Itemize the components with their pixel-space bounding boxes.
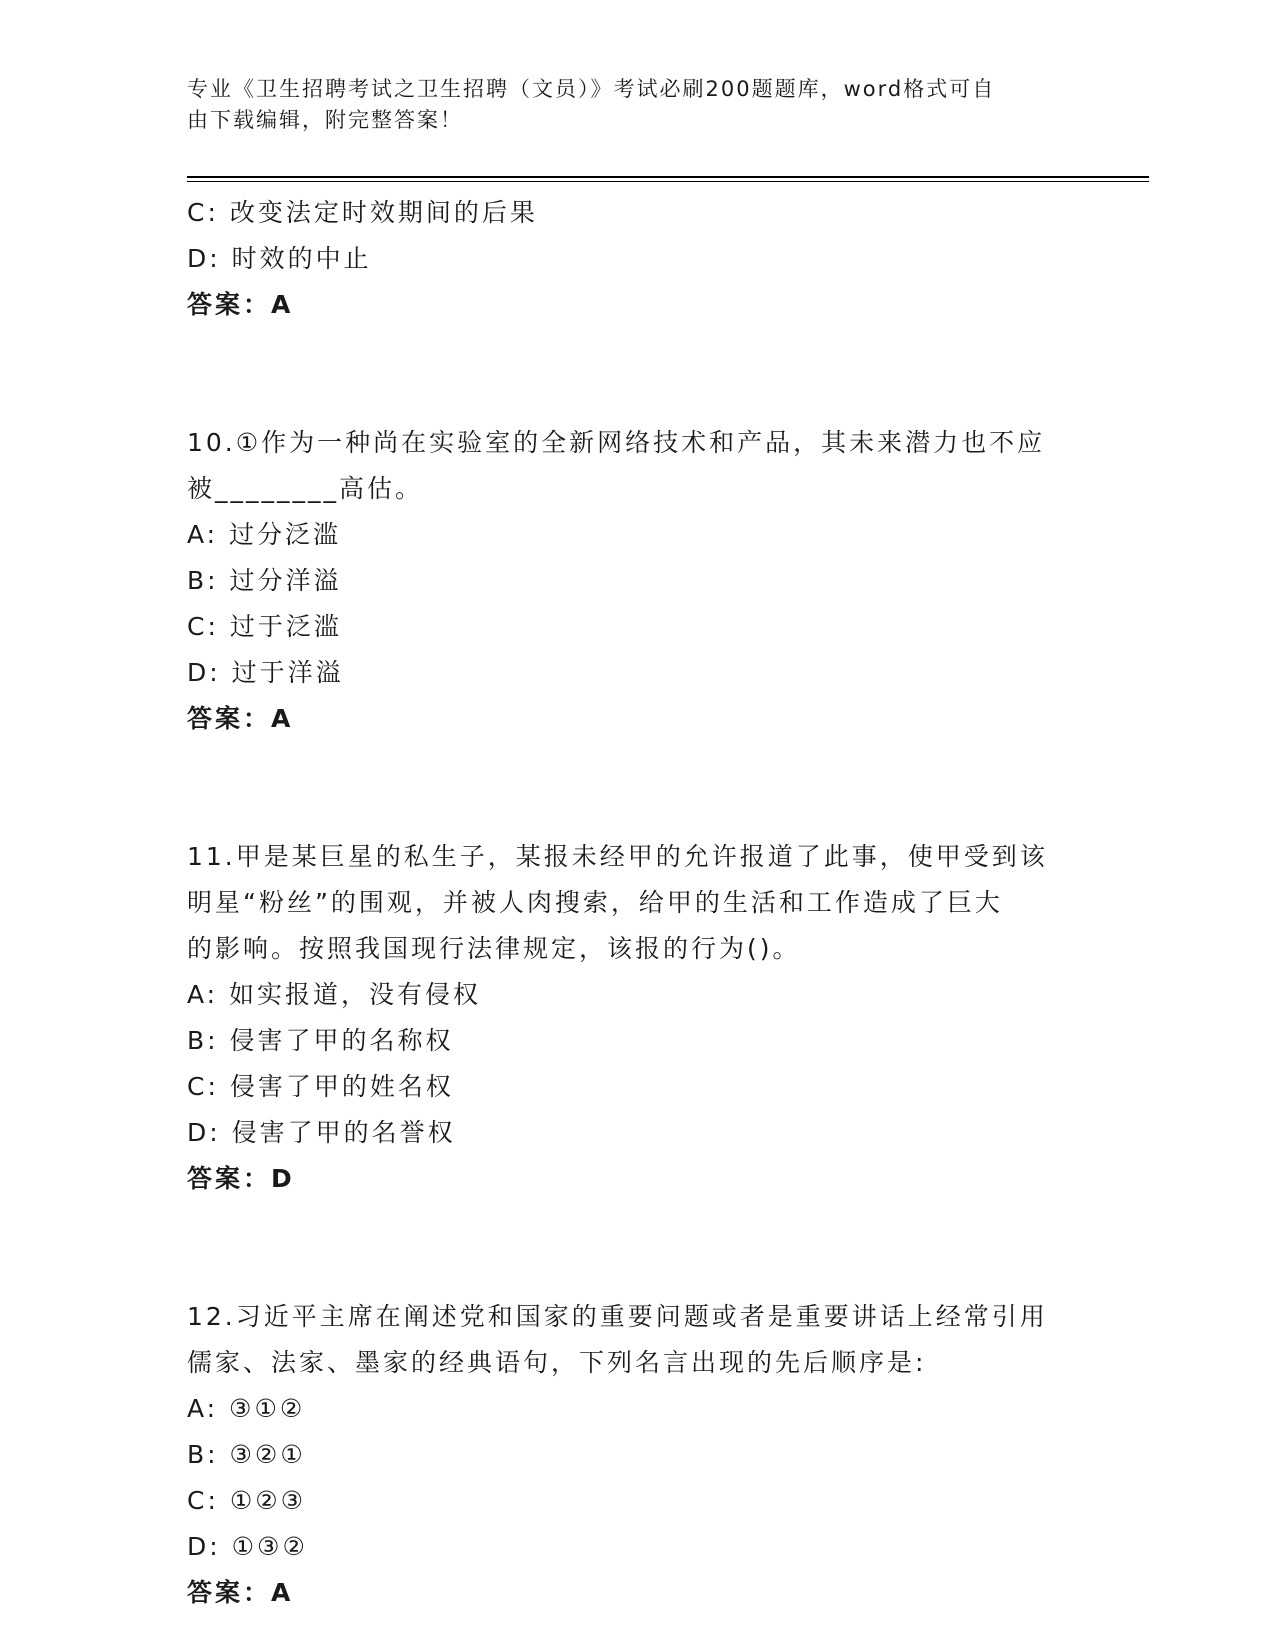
question-stem: 11.甲是某巨星的私生子，某报未经甲的允许报道了此事，使甲受到该	[187, 842, 1048, 871]
document-header	[187, 74, 1087, 136]
question-11	[187, 834, 1087, 1202]
answer: 答案：A	[187, 704, 294, 733]
option-a: A: ③①②	[187, 1394, 306, 1423]
option-c: C: 过于泛滥	[187, 612, 342, 641]
answer: 答案：A	[187, 290, 294, 319]
answer: 答案：A	[187, 1578, 294, 1607]
option-b: B: 侵害了甲的名称权	[187, 1026, 454, 1055]
question-12	[187, 1294, 1087, 1616]
header-rule-thin	[187, 181, 1149, 182]
header-rule-thick	[187, 176, 1149, 178]
option-a: A: 如实报道，没有侵权	[187, 980, 482, 1009]
option-c: C: 侵害了甲的姓名权	[187, 1072, 454, 1101]
question-9-continued	[187, 190, 1087, 328]
option-d: D: ①③②	[187, 1532, 308, 1561]
question-stem: 10.①作为一种尚在实验室的全新网络技术和产品，其未来潜力也不应	[187, 428, 1046, 457]
header-line-1: 专业《卫生招聘考试之卫生招聘（文员）》考试必刷200题题库，word格式可自	[187, 77, 996, 101]
answer: 答案：D	[187, 1164, 295, 1193]
option-a: A: 过分泛滥	[187, 520, 342, 549]
question-stem: 12.习近平主席在阐述党和国家的重要问题或者是重要讲话上经常引用	[187, 1302, 1048, 1331]
option-b: B: 过分洋溢	[187, 566, 342, 595]
question-stem: 被________高估。	[187, 474, 424, 503]
question-list	[187, 190, 1087, 1616]
question-stem: 儒家、法家、墨家的经典语句，下列名言出现的先后顺序是:	[187, 1348, 927, 1377]
option-d: D: 侵害了甲的名誉权	[187, 1118, 456, 1147]
question-stem: 明星“粉丝”的围观，并被人肉搜索，给甲的生活和工作造成了巨大	[187, 888, 1003, 917]
question-stem: 的影响。按照我国现行法律规定，该报的行为()。	[187, 934, 801, 963]
question-10	[187, 420, 1087, 742]
header-line-2: 由下载编辑，附完整答案！	[187, 108, 463, 132]
option-c: C: ①②③	[187, 1486, 307, 1515]
option-b: B: ③②①	[187, 1440, 306, 1469]
option-c: C: 改变法定时效期间的后果	[187, 198, 538, 227]
option-d: D: 过于洋溢	[187, 658, 344, 687]
option-d: D: 时效的中止	[187, 244, 372, 273]
